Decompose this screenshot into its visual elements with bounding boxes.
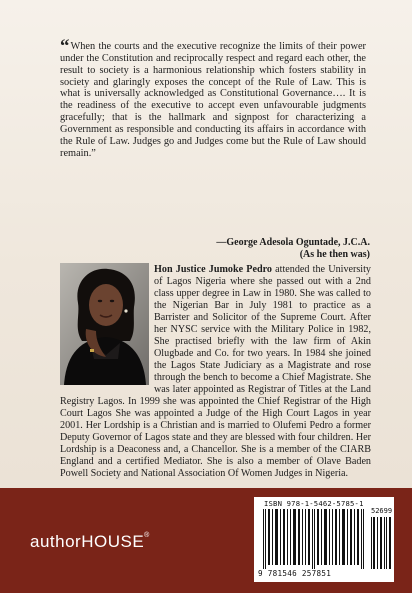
author-name: Hon Justice Jumoke Pedro <box>154 264 272 275</box>
price-addon-code: 52699 <box>371 507 393 515</box>
barcode-bars <box>263 509 393 569</box>
author-bio <box>60 264 371 480</box>
publisher-logo <box>30 532 150 552</box>
attribution-name: —George Adesola Oguntade, J.C.A. <box>216 237 370 248</box>
attribution-title: (As he then was) <box>299 249 370 260</box>
photo-spacer <box>60 264 149 386</box>
open-quote-mark: “ <box>60 36 70 57</box>
pull-quote <box>60 36 366 159</box>
quote-text: When the courts and the executive recognize the limits of their power under the Constitution and reciprocally respect and regard each other, the result to society is a harmonious relationship which fosters stability in society and glaringly exposes the concept of the Rule of Law. This is what is universally acknowledged as Constitutional Governance…. It is the readiness of the executive to accept even unfavourable judgments gracefully; that is the hallmark and signpost for characterizing a Government as responsible and conducting its affairs in accordance with the Rule of Law. Judges go and Judges come but the Rule of Law should remain.” <box>60 41 366 159</box>
author-bio-text: attended the University of Lagos Nigeria where she passed out with a 2nd class upper degree in Law in 1980. She was called to the Nigerian Bar in July 1981 to practice as a Barrister and Solicitor of the Supreme Court. After her NYSC service with the Military Police in 1982, She practised briefly with the law firm of Akin Olugbade and Co. for two years. In 1984 she joined the Lagos State Judiciary as a Magistrate and rose through the bench to become a Chief Magistrate. She was later appointed as Registrar of Titles at the Land Registry Lagos. In 1999 she was appointed the Chief Registrar of the High Court Lagos She was appointed a Judge of the High Court Lagos in year 2001. Her Lordship is a Christian and is married to Olufemi Pedro a former Deputy Governor of Lagos state and they are blessed with four children. Her Lordship is a Deaconess and, a Chancellor. She is a member of the CIARB England and a certified Mediator. She is also a member of Olave Baden Powell Society and National Association Of Women Judges in Nigeria. <box>60 264 371 479</box>
registered-mark: ® <box>144 532 150 539</box>
isbn-label: ISBN 978-1-5462-5785-1 <box>264 499 364 508</box>
publisher-logo-text: authorHOUSE <box>30 532 145 551</box>
barcode-digits: 9 781546 257851 <box>258 569 332 578</box>
isbn-barcode <box>254 497 394 582</box>
quote-attribution <box>216 237 370 261</box>
